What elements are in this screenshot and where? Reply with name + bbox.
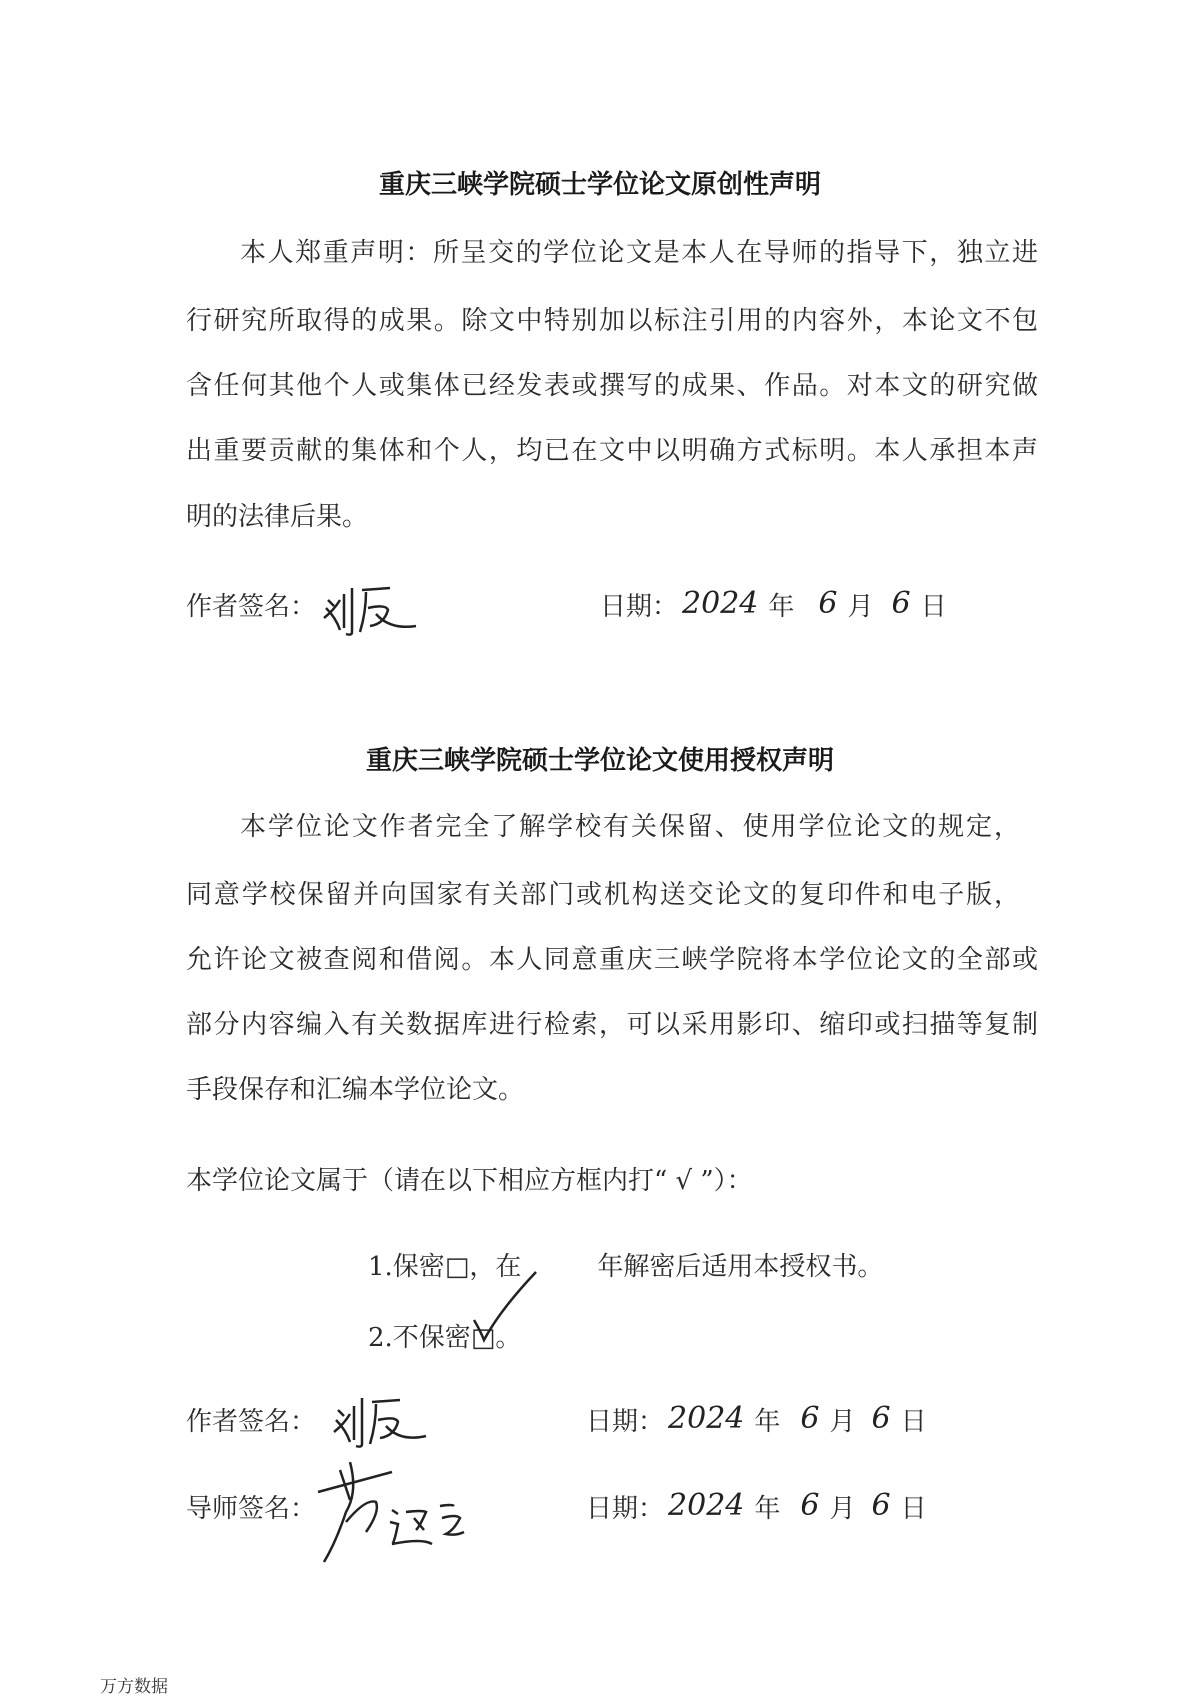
date-label: 日期： <box>600 592 679 622</box>
author-signature <box>318 578 428 638</box>
date-year: 2024 <box>668 1488 745 1523</box>
watermark: 万方数据 <box>100 1677 168 1697</box>
option1-checkbox[interactable]: □ <box>444 1252 470 1282</box>
originality-line: 明的法律后果。 <box>186 502 369 532</box>
option-confidential <box>368 1252 883 1282</box>
date-year: 2024 <box>668 1401 745 1436</box>
author-sign-label: 作者签名： <box>186 1407 317 1437</box>
month-unit: 月 <box>829 1407 856 1437</box>
originality-line: 行研究所取得的成果。除文中特别加以标注引用的内容外，本论文不包 <box>186 306 1038 336</box>
advisor-signature <box>310 1462 490 1572</box>
authorization-line: 手段保存和汇编本学位论文。 <box>186 1075 525 1105</box>
date-row <box>586 1488 927 1524</box>
day-unit: 日 <box>900 1494 927 1524</box>
check-mark-icon <box>470 1270 550 1350</box>
month-unit: 月 <box>829 1494 856 1524</box>
option1-mid: ，在 <box>469 1252 522 1282</box>
date-label: 日期： <box>586 1407 665 1437</box>
author-signature <box>328 1392 438 1452</box>
author-sign-label: 作者签名： <box>186 592 317 622</box>
authorization-line: 本学位论文作者完全了解学校有关保留、使用学位论文的规定， <box>240 812 1020 842</box>
date-day: 6 <box>871 1401 891 1436</box>
date-day: 6 <box>871 1488 891 1523</box>
originality-line: 含任何其他个人或集体已经发表或撰写的成果、作品。对本文的研究做 <box>186 371 1038 401</box>
option1-suffix: 年解密后适用本授权书。 <box>597 1252 884 1282</box>
date-day: 6 <box>891 586 911 621</box>
originality-title: 重庆三峡学院硕士学位论文原创性声明 <box>378 170 821 200</box>
day-unit: 日 <box>920 592 947 622</box>
authorization-line: 允许论文被查阅和借阅。本人同意重庆三峡学院将本学位论文的全部或 <box>186 945 1038 975</box>
option2-suffix: 。 <box>495 1323 522 1353</box>
option1-prefix: 1.保密 <box>368 1252 445 1282</box>
day-unit: 日 <box>900 1407 927 1437</box>
authorization-title: 重庆三峡学院硕士学位论文使用授权声明 <box>365 746 834 776</box>
date-month: 6 <box>818 586 838 621</box>
authorization-line: 同意学校保留并向国家有关部门或机构送交论文的复印件和电子版， <box>186 880 1020 910</box>
option2-checkbox[interactable]: □ <box>470 1323 496 1353</box>
date-label: 日期： <box>586 1494 665 1524</box>
date-month: 6 <box>800 1488 820 1523</box>
date-year: 2024 <box>682 586 759 621</box>
originality-line: 本人郑重声明：所呈交的学位论文是本人在导师的指导下，独立进 <box>240 238 1038 268</box>
advisor-sign-label: 导师签名： <box>186 1494 317 1524</box>
classification-prompt: 本学位论文属于（请在以下相应方框内打“ √ ”）： <box>186 1166 753 1196</box>
year-unit: 年 <box>768 592 795 622</box>
year-unit: 年 <box>754 1494 781 1524</box>
option2-prefix: 2.不保密 <box>368 1323 471 1353</box>
date-month: 6 <box>800 1401 820 1436</box>
month-unit: 月 <box>847 592 874 622</box>
date-row <box>600 586 947 622</box>
date-row <box>586 1401 927 1437</box>
authorization-line: 部分内容编入有关数据库进行检索，可以采用影印、缩印或扫描等复制 <box>186 1010 1038 1040</box>
year-unit: 年 <box>754 1407 781 1437</box>
originality-line: 出重要贡献的集体和个人，均已在文中以明确方式标明。本人承担本声 <box>186 436 1038 466</box>
